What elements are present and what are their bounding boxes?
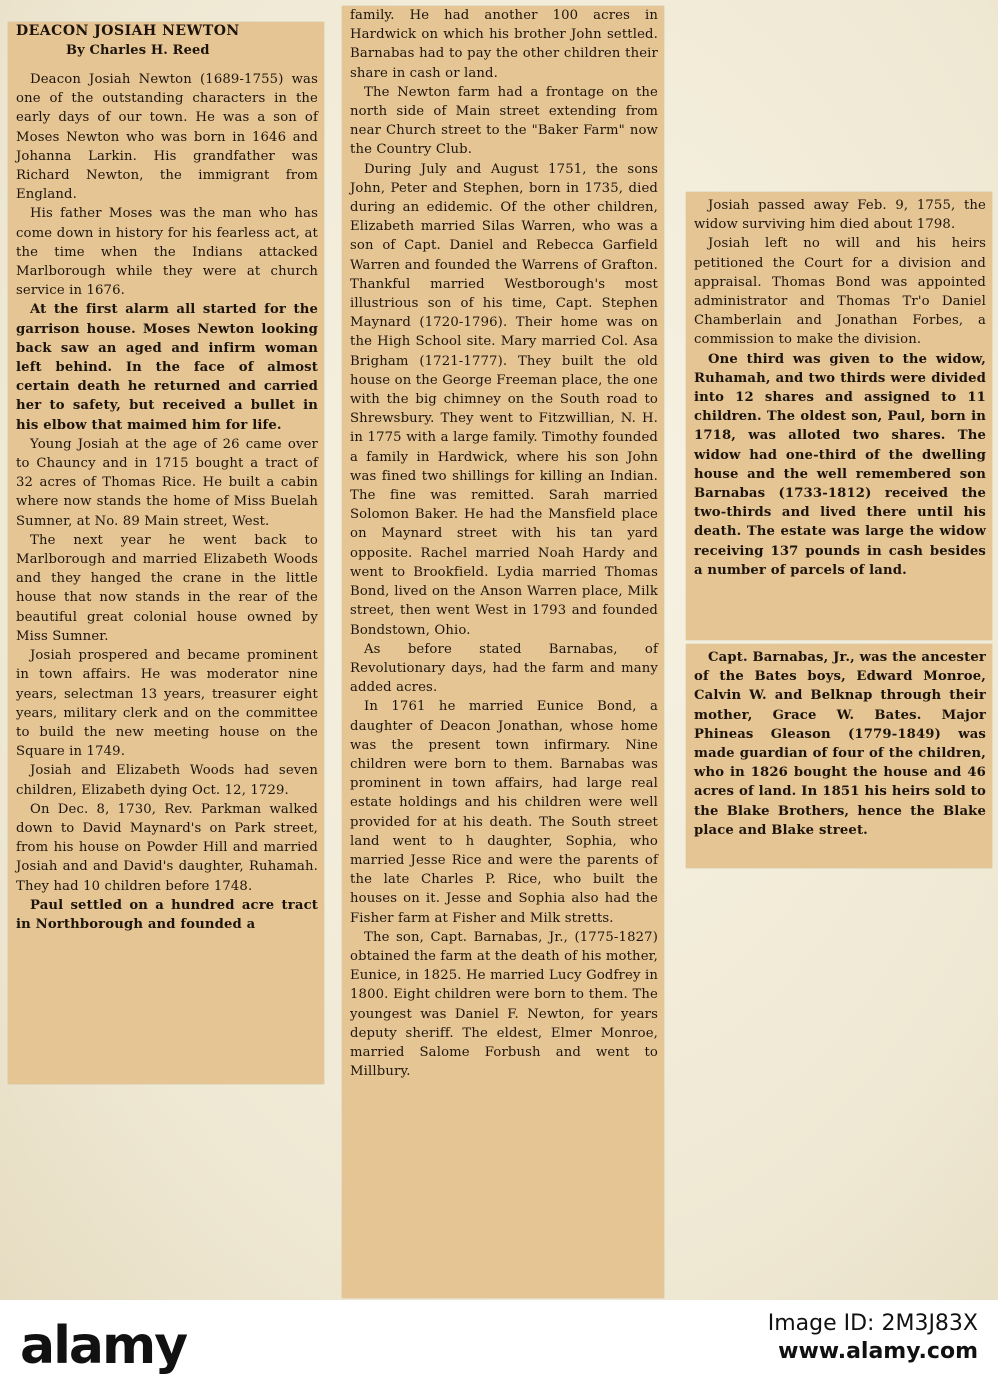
paragraph: During July and August 1751, the sons John, Peter and Stephen, born in 1735, died during an edidemic. Of the other children, Elizabeth married Silas Warren, who was a son of Capt. Daniel and Rebecca Garfield Warren and founded the Warrens of Grafton. Thankful married Westborough's most illustrious son of his time, Capt. Stephen Maynard (1720-1796). Their home was on the High School site. Mary married Col. Asa Brigham (1721-1777). They built the old house on the George Freeman place, the one with the big chimney on the South road to Shrewsbury. They went to Fitzwillian, N. H. in 1775 with a large family. Timothy founded a family in Hardwick, where his son John was fined two shillings for killing an Indian. The fine was remitted. Sarah married Solomon Baker. He had the Mansfield place on Maynard street with his tan yard opposite. Rachel married Noah Hardy and went to Brookfield. Lydia married Thomas Bond, lived on the Anson Warren place, Milk street, then went West in 1793 and founded Bondstown, Ohio. (350, 161, 658, 638)
image-id-block (768, 1310, 978, 1366)
paragraph: At the first alarm all started for the garrison house. Moses Newton looking back saw an aged and infirm woman left behind. In the face of almost certain death he returned and carried her to safety, but received a bullet in his elbow that maimed him for life. (16, 302, 318, 433)
paragraph: The Newton farm had a frontage on the north side of Main street extending from near Church street to the "Baker Farm" now the Country Club. (350, 84, 658, 158)
paragraph: family. He had another 100 acres in Hardwick on which his brother John settled. Barnabas had to pay the other children their share in cash or land. (350, 8, 658, 81)
clipping-column-1 (8, 22, 324, 1084)
alamy-logo: alamy (20, 1316, 187, 1376)
clipping-column-3b (686, 644, 992, 868)
paragraph: On Dec. 8, 1730, Rev. Parkman walked down to David Maynard's on Park street, from his house on Powder Hill and married Josiah and and David's daughter, Ruhamah. They had 10 children before 1748. (16, 801, 318, 894)
paragraph: Young Josiah at the age of 26 came over to Chauncy and in 1715 bought a tract of 32 acres of Thomas Rice. He built a cabin where now stands the home of Miss Buelah Sumner, at No. 89 Main street, West. (16, 436, 318, 529)
paragraph: The next year he went back to Marlborough and married Elizabeth Woods and they hanged the crane in the little house that now stands in the rear of the beautiful great colonial house owned by Miss Sumner. (16, 532, 318, 644)
paragraph: Deacon Josiah Newton (1689-1755) was one of the outstanding characters in the early days of our town. He was a son of Moses Newton who was born in 1646 and Johanna Larkin. His grandfather was Richard Newton, the immigrant from England. (16, 72, 318, 203)
article-byline: By Charles H. Reed (66, 43, 210, 58)
paragraph: Josiah prospered and became prominent in town affairs. He was moderator nine years, selectman 13 years, treasurer eight years, military clerk and on the committee to build the new meeting house on the Square in 1749. (16, 648, 318, 760)
paragraph: As before stated Barnabas, of Revolutionary days, had the farm and many added acres. (350, 641, 658, 696)
image-id: Image ID: 2M3J83X (767, 1311, 978, 1336)
paragraph: His father Moses was the man who has come down in history for his fearless act, at the time when the Indians attacked Marlborough while they were at church service in 1676. (16, 206, 318, 299)
paragraph: Josiah passed away Feb. 9, 1755, the widow surviving him died about 1798. (694, 198, 986, 233)
paragraph: The son, Capt. Barnabas, Jr., (1775-1827) obtained the farm at the death of his mother, Eunice, in 1825. He married Lucy Godfrey in 1800. Eight children were born to them. The youngest was Daniel F. Newton, for years deputy sheriff. The eldest, Elmer Monroe, married Salome Forbush and went to Millbury. (350, 929, 658, 1080)
paragraph: Paul settled on a hundred acre tract in Northborough and founded a (16, 897, 318, 932)
paragraph: One third was given to the widow, Ruhamah, and two thirds were divided into 12 shares and assigned to 11 children. The oldest son, Paul, born in 1718, was alloted two shares. The widow had one-third of the dwelling house and the well remembered son Barnabas (1733-1812) received the two-thirds and lived there until his death. The estate was large the widow receiving 137 pounds in cash besides a number of parcels of land. (694, 351, 986, 578)
site-url: www.alamy.com (778, 1339, 978, 1364)
paragraph: Capt. Barnabas, Jr., was the ancester of the Bates boys, Edward Monroe, Calvin W. and Belknap through their mother, Grace W. Bates. Major Phineas Gleason (1779-1849) was made guardian of four of the children, who in 1826 bought the house and 46 acres of land. In 1851 his heirs sold to the Blake Brothers, hence the Blake place and Blake street. (694, 650, 986, 838)
paragraph: Josiah left no will and his heirs petitioned the Court for a division and appraisal. Thomas Bond was appointed administrator and Thomas Tr'o Daniel Chamberlain and Jonathan Forbes, a commission to make the division. (694, 236, 986, 348)
article-title: DEACON JOSIAH NEWTON (16, 23, 240, 39)
clipping-column-2 (342, 6, 664, 1298)
clipping-column-3a (686, 192, 992, 640)
paragraph: Josiah and Elizabeth Woods had seven children, Elizabeth dying Oct. 12, 1729. (16, 763, 318, 798)
watermark-footer (0, 1300, 998, 1390)
paragraph: In 1761 he married Eunice Bond, a daughter of Deacon Jonathan, whose home was the present town infirmary. Nine children were born to them. Barnabas was prominent in town affairs, had large real estate holdings and his children were well provided for at his death. The South street land went to h daughter, Sophia, who married Jesse Rice and were the parents of the late Charles P. Rice, who built the houses on it. Jesse and Sophia also had the Fisher farm at Fisher and Milk stretts. (350, 699, 658, 926)
